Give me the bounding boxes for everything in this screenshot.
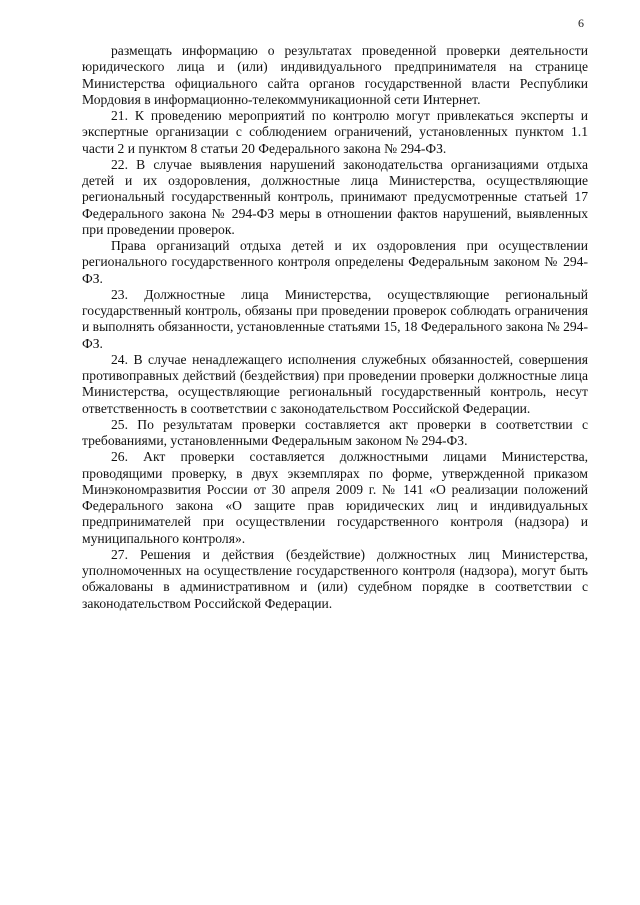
paragraph-continued: размещать информацию о результатах проведенной проверки деятельности юридического лица и (или) индивидуального предпринимателя на странице Министерства официального сайта органов государственной власти Республики Мордовия в информационно-телекоммуникационной сети Интернет.: [82, 43, 588, 107]
paragraph-21: 21. К проведению мероприятий по контролю могут привлекаться эксперты и экспертные организации с соблюдением ограничений, установленных пунктом 1.1 части 2 и пунктом 8 статьи 20 Федерального закона № 294-ФЗ.: [82, 108, 588, 156]
paragraph-27: 27. Решения и действия (бездействие) должностных лиц Министерства, уполномоченных на осуществление государственного контроля (надзора), могут быть обжалованы в административном и (или) судебном порядке в соответствии с законодательством Российской Федерации.: [82, 546, 588, 611]
paragraph-22: 22. В случае выявления нарушений законодательства организациями отдыха детей и их оздоровления, должностные лица Министерства, осуществляющие региональный государственный контроль, принимают предусмотренные статьей 17 Федерального закона № 294-ФЗ меры в отношении фактов нарушений, выявленных при проведении проверок.: [82, 156, 588, 237]
paragraph-25: 25. По результатам проверки составляется акт проверки в соответствии с требованиями, установленными Федеральным законом № 294-ФЗ.: [82, 416, 588, 448]
paragraph-22-rights: Права организаций отдыха детей и их оздоровления при осуществлении регионального государственного контроля определены Федеральным законом № 294-ФЗ.: [82, 238, 588, 286]
page-number: 6: [578, 16, 584, 30]
paragraph-24: 24. В случае ненадлежащего исполнения служебных обязанностей, совершения противоправных действий (бездействия) при проведении проверки должностные лица Министерства, осуществляющие региональный государственный контроль, несут ответственность в соответствии с законодательством Российской Федерации.: [82, 351, 588, 416]
paragraph-23: 23. Должностные лица Министерства, осуществляющие региональный государственный контроль, обязаны при проведении проверок соблюдать ограничения и выполнять обязанности, установленные статьями 15, 18 Федерального закона № 294-ФЗ.: [82, 286, 588, 351]
document-body: [82, 43, 588, 612]
paragraph-26: 26. Акт проверки составляется должностными лицами Министерства, проводящими проверку, в двух экземплярах по форме, утвержденной приказом Минэкономразвития России от 30 апреля 2009 г. № 141 «О реализации положений Федерального закона «О защите прав юридических лиц и индивидуальных предпринимателей при осуществлении государственного контроля (надзора) и муниципального контроля».: [82, 449, 588, 546]
